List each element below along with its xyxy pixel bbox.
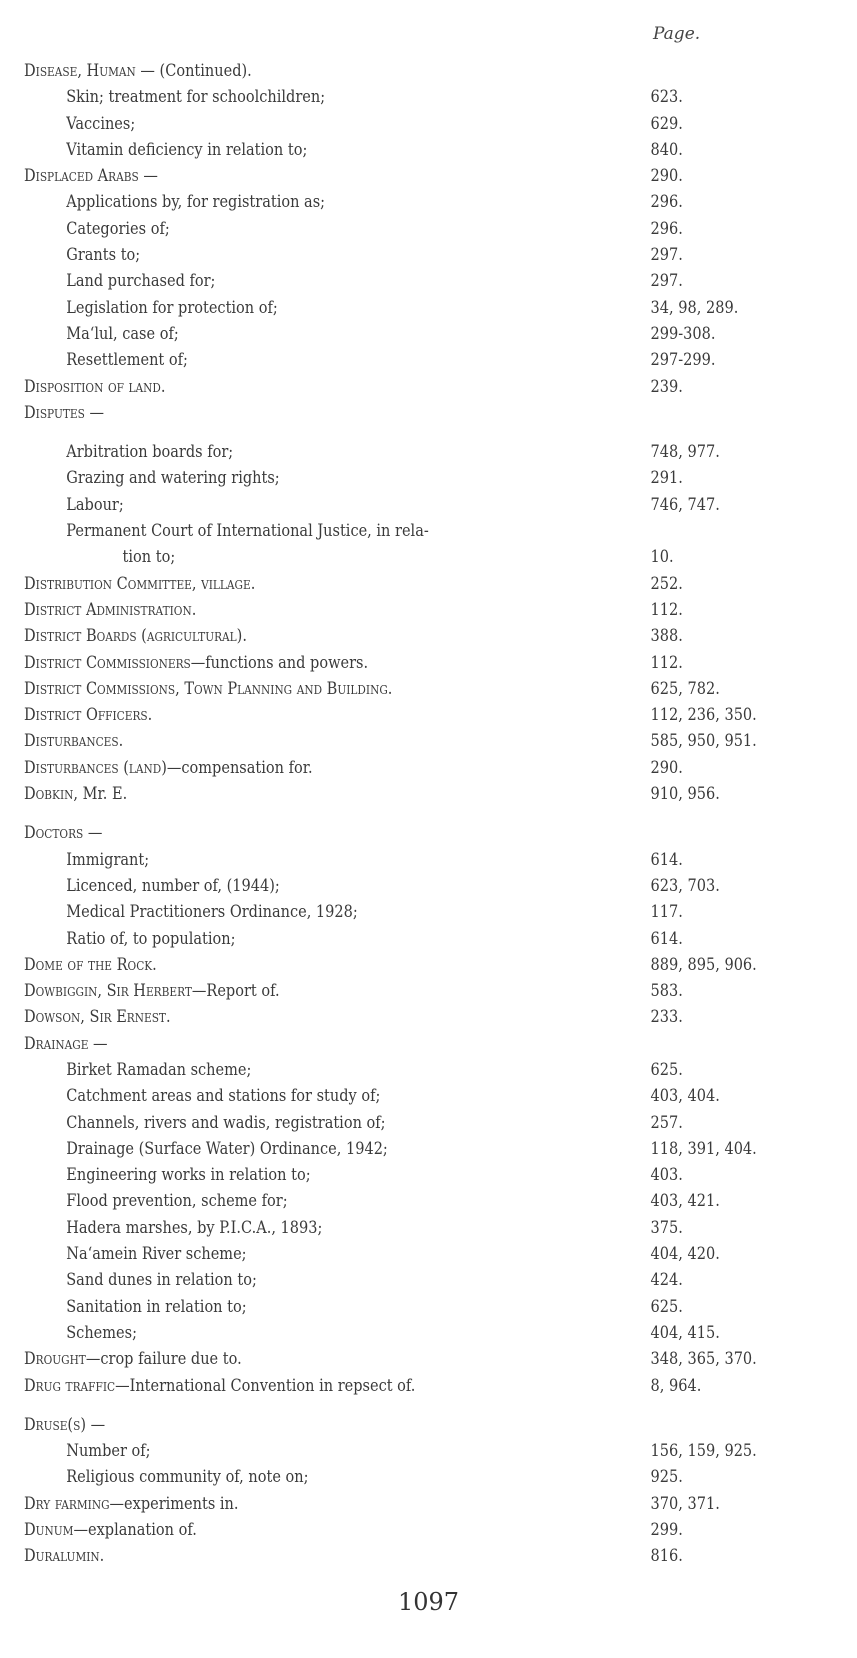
entry-label xyxy=(24,755,313,781)
entry-label xyxy=(24,58,252,84)
entry-text: Applications by, for registration as; xyxy=(66,192,326,212)
entry-label xyxy=(66,295,278,321)
entry-text: Land purchased for; xyxy=(66,271,216,291)
entry-pages: 348, 365, 370. xyxy=(650,1349,757,1369)
entry-text: Immigrant; xyxy=(66,849,150,869)
entry-pages: 10. xyxy=(650,547,674,567)
index-list xyxy=(24,58,824,1570)
entry-heading: Dowson, Sir Ernest. xyxy=(24,1007,171,1027)
entry-label xyxy=(66,1438,150,1464)
entry-heading: District Commissions, Town Planning and Building. xyxy=(24,678,393,698)
entry-heading: Disposition of land. xyxy=(24,376,166,396)
entry-label xyxy=(66,137,307,163)
entry-text: —experiments in. xyxy=(109,1493,239,1513)
index-subentry xyxy=(24,1464,728,1490)
entry-pages: 404, 415. xyxy=(650,1322,720,1342)
entry-heading: Disputes xyxy=(24,402,85,422)
index-subentry xyxy=(24,1294,728,1320)
entry-label xyxy=(66,1215,322,1241)
entry-text: Flood prevention, scheme for; xyxy=(66,1191,288,1211)
entry-text: —Report of. xyxy=(191,981,280,1001)
entry-pages: 112, 236, 350. xyxy=(650,705,757,725)
entry-text: —International Convention in repsect of. xyxy=(115,1375,416,1395)
entry-pages: 614. xyxy=(650,928,683,948)
entry-heading: Disturbances. xyxy=(24,731,124,751)
entry-heading: Drainage xyxy=(24,1033,89,1053)
entry-label xyxy=(24,952,157,978)
index-subentry xyxy=(24,492,728,518)
entry-heading: Disease, Human xyxy=(24,61,136,80)
entry-text: Sanitation in relation to; xyxy=(66,1296,247,1316)
entry-heading: Doctors xyxy=(24,823,84,843)
entry-label xyxy=(24,1517,197,1543)
index-entry xyxy=(24,400,728,426)
entry-label xyxy=(24,1412,105,1438)
entry-label xyxy=(66,1267,257,1293)
entry-text: Labour; xyxy=(66,494,124,514)
entry-label xyxy=(66,847,149,873)
entry-heading: Drought xyxy=(24,1349,86,1369)
entry-label xyxy=(24,1373,415,1399)
entry-text: Birket Ramadan scheme; xyxy=(66,1059,252,1079)
entry-pages: 625. xyxy=(650,1059,683,1079)
index-entry xyxy=(24,571,728,597)
entry-heading: District Commissioners xyxy=(24,652,191,672)
entry-label xyxy=(66,1083,380,1109)
entry-pages: 370, 371. xyxy=(650,1493,720,1513)
entry-text: —compensation for. xyxy=(166,757,313,777)
index-entry xyxy=(24,676,728,702)
entry-pages: 156, 159, 925. xyxy=(650,1441,757,1461)
index-subentry xyxy=(24,465,728,491)
entry-pages: 625. xyxy=(650,1296,683,1316)
index-subentry xyxy=(24,321,728,347)
entry-text: — xyxy=(83,823,103,843)
index-subentry xyxy=(24,1215,728,1241)
entry-pages: 585, 950, 951. xyxy=(650,731,757,751)
entry-text: Schemes; xyxy=(66,1322,137,1342)
entry-label xyxy=(66,268,215,294)
entry-label xyxy=(66,111,135,137)
entry-heading: Duralumin. xyxy=(24,1546,105,1566)
entry-label xyxy=(66,1057,251,1083)
entry-heading: Dry farming xyxy=(24,1493,110,1513)
entry-label xyxy=(66,216,169,242)
index-subentry xyxy=(24,137,728,163)
entry-label xyxy=(66,465,279,491)
index-entry xyxy=(24,1412,728,1438)
index-subentry xyxy=(24,216,728,242)
page-column-header: Page. xyxy=(653,24,701,44)
entry-label xyxy=(24,1543,104,1569)
entry-label xyxy=(24,400,104,426)
index-subentry xyxy=(24,1267,728,1293)
entry-pages: 297. xyxy=(650,245,683,265)
entry-pages: 614. xyxy=(650,849,683,869)
index-entry xyxy=(24,597,728,623)
index-entry xyxy=(24,820,728,846)
entry-label xyxy=(24,820,102,846)
entry-label xyxy=(24,702,152,728)
entry-pages: 296. xyxy=(650,218,683,238)
entry-heading: Distribution Committee, village. xyxy=(24,573,256,593)
entry-text: — xyxy=(84,402,104,422)
entry-text: Religious community of, note on; xyxy=(66,1467,309,1487)
index-subentry xyxy=(24,295,739,321)
entry-text: Number of; xyxy=(66,1441,151,1461)
entry-text: Ratio of, to population; xyxy=(66,928,236,948)
index-subentry xyxy=(24,242,728,268)
entry-pages: 112. xyxy=(650,599,683,619)
index-subentry xyxy=(24,1136,757,1162)
entry-text: Licenced, number of, (1944); xyxy=(66,875,280,895)
entry-pages: 629. xyxy=(650,113,683,133)
entry-text: Engineering works in relation to; xyxy=(66,1165,311,1185)
entry-text: —functions and powers. xyxy=(190,652,369,672)
entry-text: Categories of; xyxy=(66,218,170,238)
entry-label xyxy=(66,926,235,952)
entry-pages: 118, 391, 404. xyxy=(650,1138,757,1158)
entry-label xyxy=(24,571,255,597)
entry-pages: 34, 98, 289. xyxy=(650,297,739,317)
index-entry xyxy=(24,1031,728,1057)
index-entry xyxy=(24,1346,757,1372)
index-entry xyxy=(24,1543,728,1569)
index-subentry xyxy=(24,899,728,925)
entry-pages: 297. xyxy=(650,271,683,291)
entry-pages: 112. xyxy=(650,652,683,672)
entry-pages: 239. xyxy=(650,376,683,396)
entry-text: — xyxy=(85,1414,106,1434)
entry-label xyxy=(66,439,233,465)
entry-text: Vitamin deficiency in relation to; xyxy=(66,139,308,159)
entry-label xyxy=(24,1004,171,1030)
index-subentry xyxy=(24,1057,728,1083)
entry-pages: 889, 895, 906. xyxy=(650,954,757,974)
index-subentry xyxy=(24,518,728,544)
index-entry xyxy=(24,755,728,781)
entry-pages: 403, 404. xyxy=(650,1086,720,1106)
entry-text: Channels, rivers and wadis, registration of; xyxy=(66,1112,386,1132)
index-entry xyxy=(24,702,757,728)
entry-pages: 910, 956. xyxy=(650,784,720,804)
entry-label xyxy=(24,623,247,649)
entry-pages: 625, 782. xyxy=(650,678,720,698)
entry-pages: 299-308. xyxy=(650,323,716,343)
entry-label xyxy=(24,781,127,807)
entry-label xyxy=(24,978,280,1004)
entry-text: Hadera marshes, by P.I.C.A., 1893; xyxy=(66,1217,323,1237)
entry-label xyxy=(24,650,368,676)
entry-label xyxy=(24,374,166,400)
entry-pages: 925. xyxy=(650,1467,683,1487)
entry-text: Arbitration boards for; xyxy=(66,442,234,462)
index-subentry xyxy=(24,84,728,110)
index-entry xyxy=(24,163,728,189)
entry-pages: 297-299. xyxy=(650,350,716,370)
entry-heading: Dome of the Rock. xyxy=(24,954,157,974)
entry-pages: 623. xyxy=(650,87,683,107)
index-subentry xyxy=(24,1110,728,1136)
index-entry xyxy=(24,374,728,400)
entry-label xyxy=(66,873,280,899)
entry-heading: Dobkin xyxy=(24,784,74,804)
entry-label xyxy=(66,189,325,215)
entry-label xyxy=(66,1188,287,1214)
entry-label xyxy=(66,518,429,544)
entry-label xyxy=(66,1294,246,1320)
index-entry xyxy=(24,58,728,84)
entry-label xyxy=(66,321,178,347)
entry-text: — (Continued). xyxy=(135,61,252,80)
entry-heading: Displaced Arabs xyxy=(24,166,139,186)
entry-text: , Mr. E. xyxy=(73,784,128,804)
index-entry xyxy=(24,650,728,676)
entry-label xyxy=(24,597,196,623)
entry-pages: 403. xyxy=(650,1165,683,1185)
index-subentry xyxy=(24,873,728,899)
entry-label xyxy=(24,1031,108,1057)
index-subentry xyxy=(24,111,728,137)
entry-text: Resettlement of; xyxy=(66,350,188,370)
index-entry xyxy=(24,728,757,754)
entry-pages: 816. xyxy=(650,1546,683,1566)
entry-pages: 424. xyxy=(650,1270,683,1290)
entry-label xyxy=(24,1346,242,1372)
index-subentry xyxy=(24,347,728,373)
entry-text: — xyxy=(138,166,158,186)
entry-pages: 375. xyxy=(650,1217,683,1237)
index-subentry xyxy=(24,847,728,873)
entry-heading: Dunum xyxy=(24,1520,74,1540)
entry-heading: District Administration. xyxy=(24,599,197,619)
entry-pages: 623, 703. xyxy=(650,875,720,895)
entry-heading: Drug traffic xyxy=(24,1375,116,1395)
index-subentry xyxy=(24,1188,728,1214)
entry-text: Sand dunes in relation to; xyxy=(66,1270,257,1290)
index-subentry xyxy=(24,439,728,465)
index-entry xyxy=(24,623,728,649)
index-entry xyxy=(24,1373,728,1399)
entry-pages: 403, 421. xyxy=(650,1191,720,1211)
entry-text: Medical Practitioners Ordinance, 1928; xyxy=(66,902,358,922)
entry-label xyxy=(24,163,158,189)
entry-pages: 388. xyxy=(650,626,683,646)
index-subentry xyxy=(24,1241,728,1267)
entry-text: Grants to; xyxy=(66,245,141,265)
entry-label xyxy=(66,899,358,925)
entry-label xyxy=(66,1136,388,1162)
index-entry xyxy=(24,978,728,1004)
entry-heading: Dowbiggin, Sir Herbert xyxy=(24,981,192,1001)
entry-heading: Druse(s) xyxy=(24,1414,86,1434)
entry-label xyxy=(24,676,392,702)
index-subentry xyxy=(24,1083,728,1109)
entry-label xyxy=(24,1491,239,1517)
entry-label xyxy=(66,347,188,373)
index-subentry xyxy=(24,189,728,215)
entry-label xyxy=(66,1110,385,1136)
index-entry xyxy=(24,952,757,978)
index-subentry xyxy=(24,1320,728,1346)
index-subentry xyxy=(24,544,728,570)
index-subentry xyxy=(24,268,728,294)
entry-text: Catchment areas and stations for study of; xyxy=(66,1086,381,1106)
entry-text: Drainage (Surface Water) Ordinance, 1942; xyxy=(66,1138,388,1158)
index-entry xyxy=(24,781,728,807)
entry-text: Grazing and watering rights; xyxy=(66,468,280,488)
entry-text: Na‘amein River scheme; xyxy=(66,1244,247,1264)
entry-text: — xyxy=(88,1033,108,1053)
entry-pages: 840. xyxy=(650,139,683,159)
entry-label xyxy=(66,1464,308,1490)
entry-pages: 746, 747. xyxy=(650,494,720,514)
entry-pages: 257. xyxy=(650,1112,683,1132)
entry-label xyxy=(66,242,140,268)
entry-pages: 8, 964. xyxy=(650,1375,702,1395)
entry-text: —crop failure due to. xyxy=(85,1349,242,1369)
entry-pages: 748, 977. xyxy=(650,442,720,462)
page-number: 1097 xyxy=(397,1588,460,1616)
entry-text: tion to; xyxy=(122,547,176,567)
entry-text: Permanent Court of International Justice, in rela- xyxy=(66,521,429,541)
entry-pages: 583. xyxy=(650,981,683,1001)
entry-label xyxy=(66,492,124,518)
index-subentry xyxy=(24,1438,757,1464)
entry-text: Skin; treatment for schoolchildren; xyxy=(66,87,326,107)
entry-label xyxy=(66,84,325,110)
entry-label xyxy=(123,544,176,570)
index-subentry xyxy=(24,926,728,952)
entry-pages: 291. xyxy=(650,468,683,488)
entry-pages: 290. xyxy=(650,166,683,186)
entry-pages: 296. xyxy=(650,192,683,212)
index-entry xyxy=(24,1491,728,1517)
entry-text: Vaccines; xyxy=(66,113,136,133)
index-subentry xyxy=(24,1162,728,1188)
entry-label xyxy=(66,1241,246,1267)
entry-pages: 290. xyxy=(650,757,683,777)
entry-pages: 299. xyxy=(650,1520,683,1540)
entry-label xyxy=(66,1320,137,1346)
index-entry xyxy=(24,1004,728,1030)
entry-text: Ma‘lul, case of; xyxy=(66,323,179,343)
index-entry xyxy=(24,1517,728,1543)
entry-pages: 233. xyxy=(650,1007,683,1027)
entry-heading: District Boards (agricultural). xyxy=(24,626,247,646)
entry-heading: District Officers. xyxy=(24,705,153,725)
entry-text: Legislation for protection of; xyxy=(66,297,278,317)
entry-label xyxy=(24,728,123,754)
entry-pages: 404, 420. xyxy=(650,1244,720,1264)
entry-pages: 252. xyxy=(650,573,683,593)
entry-heading: Disturbances (land) xyxy=(24,757,167,777)
entry-text: —explanation of. xyxy=(73,1520,197,1540)
entry-label xyxy=(66,1162,310,1188)
entry-pages: 117. xyxy=(650,902,683,922)
